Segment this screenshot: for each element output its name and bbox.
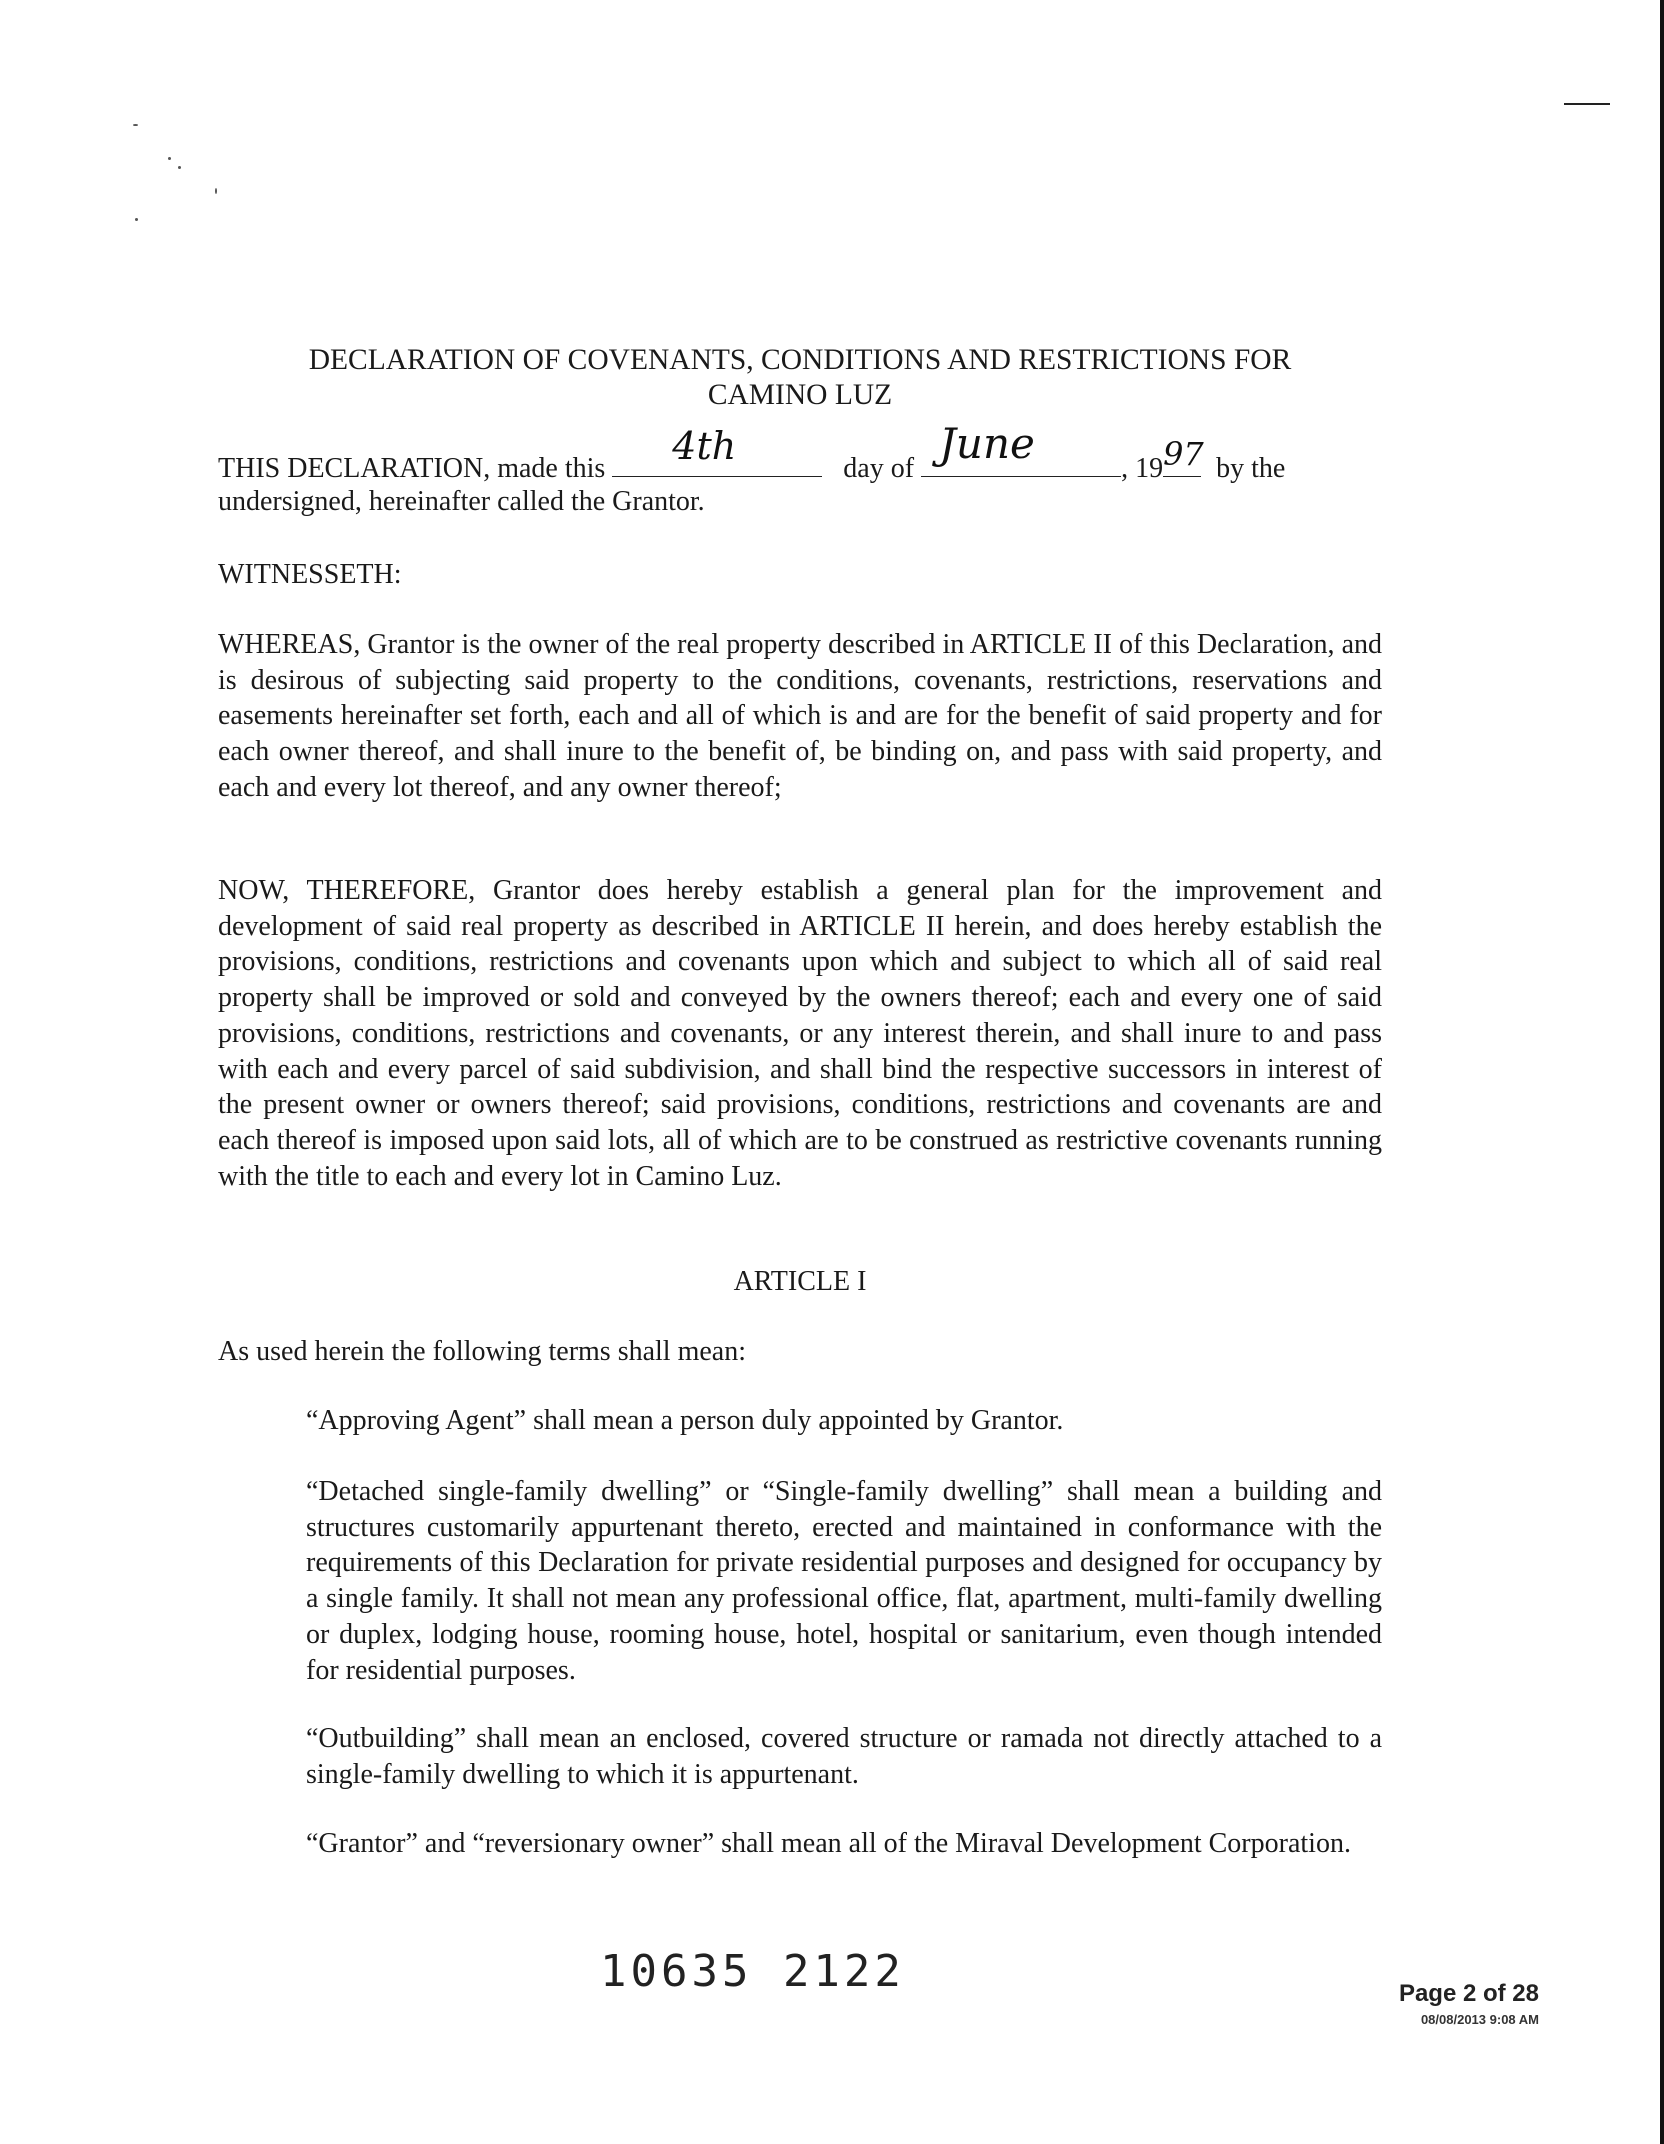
document-title <box>218 343 1382 413</box>
recording-number: 10635 2122 <box>600 1946 905 1997</box>
handwritten-month: June <box>939 419 1035 468</box>
preamble-text-3: , 19 <box>1121 453 1164 484</box>
preamble-text-1: THIS DECLARATION, made this <box>218 453 606 484</box>
scan-speck <box>178 166 181 169</box>
definition-approving-agent: “Approving Agent” shall mean a person duly appointed by Grantor. <box>306 1405 1064 1436</box>
print-timestamp: 08/08/2013 9:08 AM <box>1420 2012 1539 2027</box>
definition-single-family-dwelling: “Detached single-family dwelling” or “Single-family dwelling” shall mean a building and structures customarily appurtenant thereto, erected and maintained in conformance with the requirements of this Declaration for private residential purposes and designed for occupancy by a single family. It shall not mean any professional office, flat, apartment, multi-family dwelling or duplex, lodging house, rooming house, hotel, hospital or sanitarium, even though intended for residential purposes. <box>306 1476 1382 1686</box>
definition-outbuilding: “Outbuilding” shall mean an enclosed, covered structure or ramada not directly attached to a single-family dwelling to which it is appurtenant. <box>306 1723 1382 1790</box>
article-1-intro: As used herein the following terms shall mean: <box>218 1336 746 1367</box>
preamble-text-4: by the <box>1216 453 1286 484</box>
article-1-heading: ARTICLE I <box>733 1266 867 1297</box>
title-line-1: DECLARATION OF COVENANTS, CONDITIONS AND RESTRICTIONS FOR <box>308 344 1292 376</box>
scan-speck <box>135 218 138 221</box>
handwritten-year: 97 <box>1163 435 1204 473</box>
preamble-line-1 <box>218 419 1382 487</box>
whereas-paragraph: WHEREAS, Grantor is the owner of the real property described in ARTICLE II of this Declaration, and is desirous of subjecting said property to the conditions, covenants, restrictions, reservations and easements hereinafter set forth, each and all of which is and are for the benefit of said property and for each owner thereof, and shall inure to the benefit of, be binding on, and pass with said property, and each and every lot thereof, and any owner thereof; <box>218 629 1382 803</box>
scan-mark <box>1564 103 1610 105</box>
handwritten-day: 4th <box>672 424 737 468</box>
preamble-text-2: day of <box>843 453 915 484</box>
month-blank <box>921 419 1121 477</box>
scan-speck <box>215 188 217 194</box>
day-blank <box>612 424 822 477</box>
page-number: Page 2 of 28 <box>1398 1980 1539 2007</box>
page-edge-line <box>1660 0 1664 2144</box>
scan-speck <box>168 157 171 160</box>
scan-speck <box>133 124 138 126</box>
now-therefore-paragraph: NOW, THEREFORE, Grantor does hereby establish a general plan for the improvement and development of said real property as described in ARTICLE II herein, and does hereby establish the provisions, conditions, restrictions and covenants upon which and subject to which all of said real property shall be improved or sold and conveyed by the owners thereof; each and every one of said provisions, conditions, restrictions and covenants, or any interest therein, and shall inure to and pass with each and every parcel of said subdivision, and shall bind the respective successors in interest of the present owner or owners thereof; said provisions, conditions, restrictions and covenants are and each thereof is imposed upon said lots, all of which are to be construed as restrictive covenants running with the title to each and every lot in Camino Luz. <box>218 875 1382 1192</box>
title-line-2: CAMINO LUZ <box>707 379 893 411</box>
witnesseth-heading: WITNESSETH: <box>218 559 402 590</box>
year-blank <box>1163 435 1204 477</box>
preamble-line-2: undersigned, hereinafter called the Grantor. <box>218 486 705 517</box>
definition-grantor: “Grantor” and “reversionary owner” shall mean all of the Miraval Development Corporation. <box>306 1828 1351 1859</box>
